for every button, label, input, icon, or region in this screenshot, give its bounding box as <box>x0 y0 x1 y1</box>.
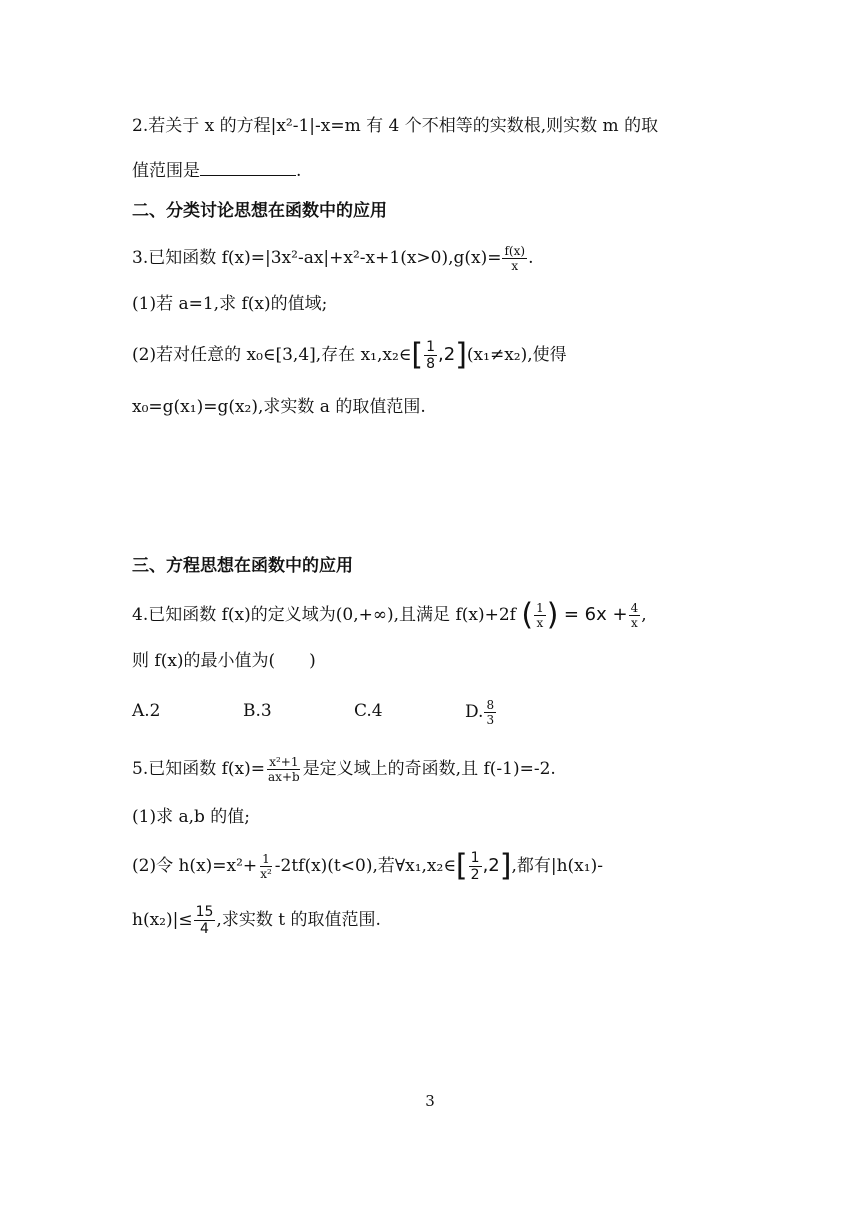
q2-line2-text: 值范围是 <box>132 161 200 181</box>
q3-part1: (1)若 a=1,求 f(x)的值域; <box>132 294 328 314</box>
q5-interval-fraction <box>469 850 482 883</box>
right-bracket: ] <box>455 337 467 373</box>
q4-option-d <box>465 698 497 727</box>
section2-title: 二、分类讨论思想在函数中的应用 <box>132 201 387 221</box>
q5-part2-mid: -2tf(x)(t<0),若∀x₁,x₂∈ <box>274 856 456 876</box>
q4-arg-denominator: x <box>536 616 544 630</box>
answer-blank <box>200 157 296 176</box>
q5-interval-numerator: 1 <box>470 850 480 866</box>
q5-f-fraction <box>266 755 302 784</box>
q4-option-c: C.4 <box>354 701 383 721</box>
q5-bound-numerator: 15 <box>195 904 214 920</box>
q4-rhs-numerator: 4 <box>630 601 639 615</box>
q3-stem-end: . <box>528 248 534 268</box>
q5-f-denominator: ax+b <box>268 770 300 784</box>
q5-f-numerator: x²+1 <box>269 755 299 769</box>
q3-gx-numerator: f(x) <box>504 244 526 258</box>
q4-arg-fraction <box>534 601 546 630</box>
q4-option-d-label: D. <box>465 702 484 722</box>
q3-part2-line2: x₀=g(x₁)=g(x₂),求实数 a 的取值范围. <box>132 397 426 417</box>
q3-part2-line1 <box>132 339 567 372</box>
q3-interval-hi: ,2 <box>438 344 456 365</box>
q5-part2-text: (2)令 h(x)=x²+ <box>132 856 258 876</box>
q5-stem <box>132 755 556 784</box>
q4-rhs-fraction <box>629 601 641 630</box>
q4-line2: 则 f(x)的最小值为( ) <box>132 651 316 671</box>
q2-line2-end: . <box>296 161 302 181</box>
q4-option-a: A.2 <box>132 701 161 721</box>
q4-rhs-text: = 6x + <box>563 604 628 625</box>
q3-part2-text: (2)若对任意的 x₀∈[3,4],存在 x₁,x₂∈ <box>132 345 412 365</box>
section3-title: 三、方程思想在函数中的应用 <box>132 556 353 576</box>
page-number: 3 <box>425 1092 435 1110</box>
q4-rhs-denominator: x <box>631 616 638 630</box>
q5-h-numerator: 1 <box>262 852 270 866</box>
q5-stem-end: 是定义域上的奇函数,且 f(-1)=-2. <box>302 759 556 779</box>
q5-h-denominator: x² <box>260 867 272 881</box>
q5-line2-text: h(x₂)|≤ <box>132 910 193 930</box>
q4-stem-end: , <box>641 605 647 625</box>
q2-line2 <box>132 157 301 184</box>
q3-gx-fraction <box>502 244 527 273</box>
q3-stem-text: 3.已知函数 f(x)=|3x²-ax|+x²-x+1(x>0),g(x)= <box>132 248 502 268</box>
q3-interval-numerator: 1 <box>426 339 436 355</box>
q4-stem <box>132 597 647 633</box>
q5-bound-denominator: 4 <box>200 921 209 937</box>
q5-part2-line2 <box>132 904 381 937</box>
q4-stem-text: 4.已知函数 f(x)的定义域为(0,+∞),且满足 f(x)+2f <box>132 605 516 625</box>
q2-line1: 2.若关于 x 的方程|x²-1|-x=m 有 4 个不相等的实数根,则实数 m 的取 <box>132 116 659 136</box>
q4-option-d-fraction <box>484 698 496 727</box>
q4-option-d-numerator: 8 <box>486 698 495 712</box>
q5-part2-line1 <box>132 850 603 883</box>
q5-line2-end: ,求实数 t 的取值范围. <box>216 910 381 930</box>
q5-stem-text: 5.已知函数 f(x)= <box>132 759 266 779</box>
q5-part1: (1)求 a,b 的值; <box>132 807 251 827</box>
q4-option-d-denominator: 3 <box>486 713 495 727</box>
left-paren: ( <box>521 597 534 633</box>
q5-bound-fraction <box>194 904 216 937</box>
q5-interval-hi: ,2 <box>482 855 500 876</box>
q4-arg-numerator: 1 <box>536 601 544 615</box>
q5-h-fraction <box>258 852 274 881</box>
right-paren: ) <box>546 597 559 633</box>
q3-gx-denominator: x <box>511 259 519 273</box>
q3-interval-fraction <box>424 339 437 372</box>
q3-interval-denominator: 8 <box>426 356 436 372</box>
q3-part2-text-end: (x₁≠x₂),使得 <box>466 345 567 365</box>
q4-option-b: B.3 <box>243 701 272 721</box>
left-bracket: [ <box>411 337 424 373</box>
left-bracket: [ <box>455 848 468 884</box>
q5-interval-denominator: 2 <box>470 867 480 883</box>
right-bracket: ] <box>499 848 512 884</box>
q3-stem <box>132 244 533 273</box>
q5-part2-end: ,都有|h(x₁)- <box>511 856 603 876</box>
